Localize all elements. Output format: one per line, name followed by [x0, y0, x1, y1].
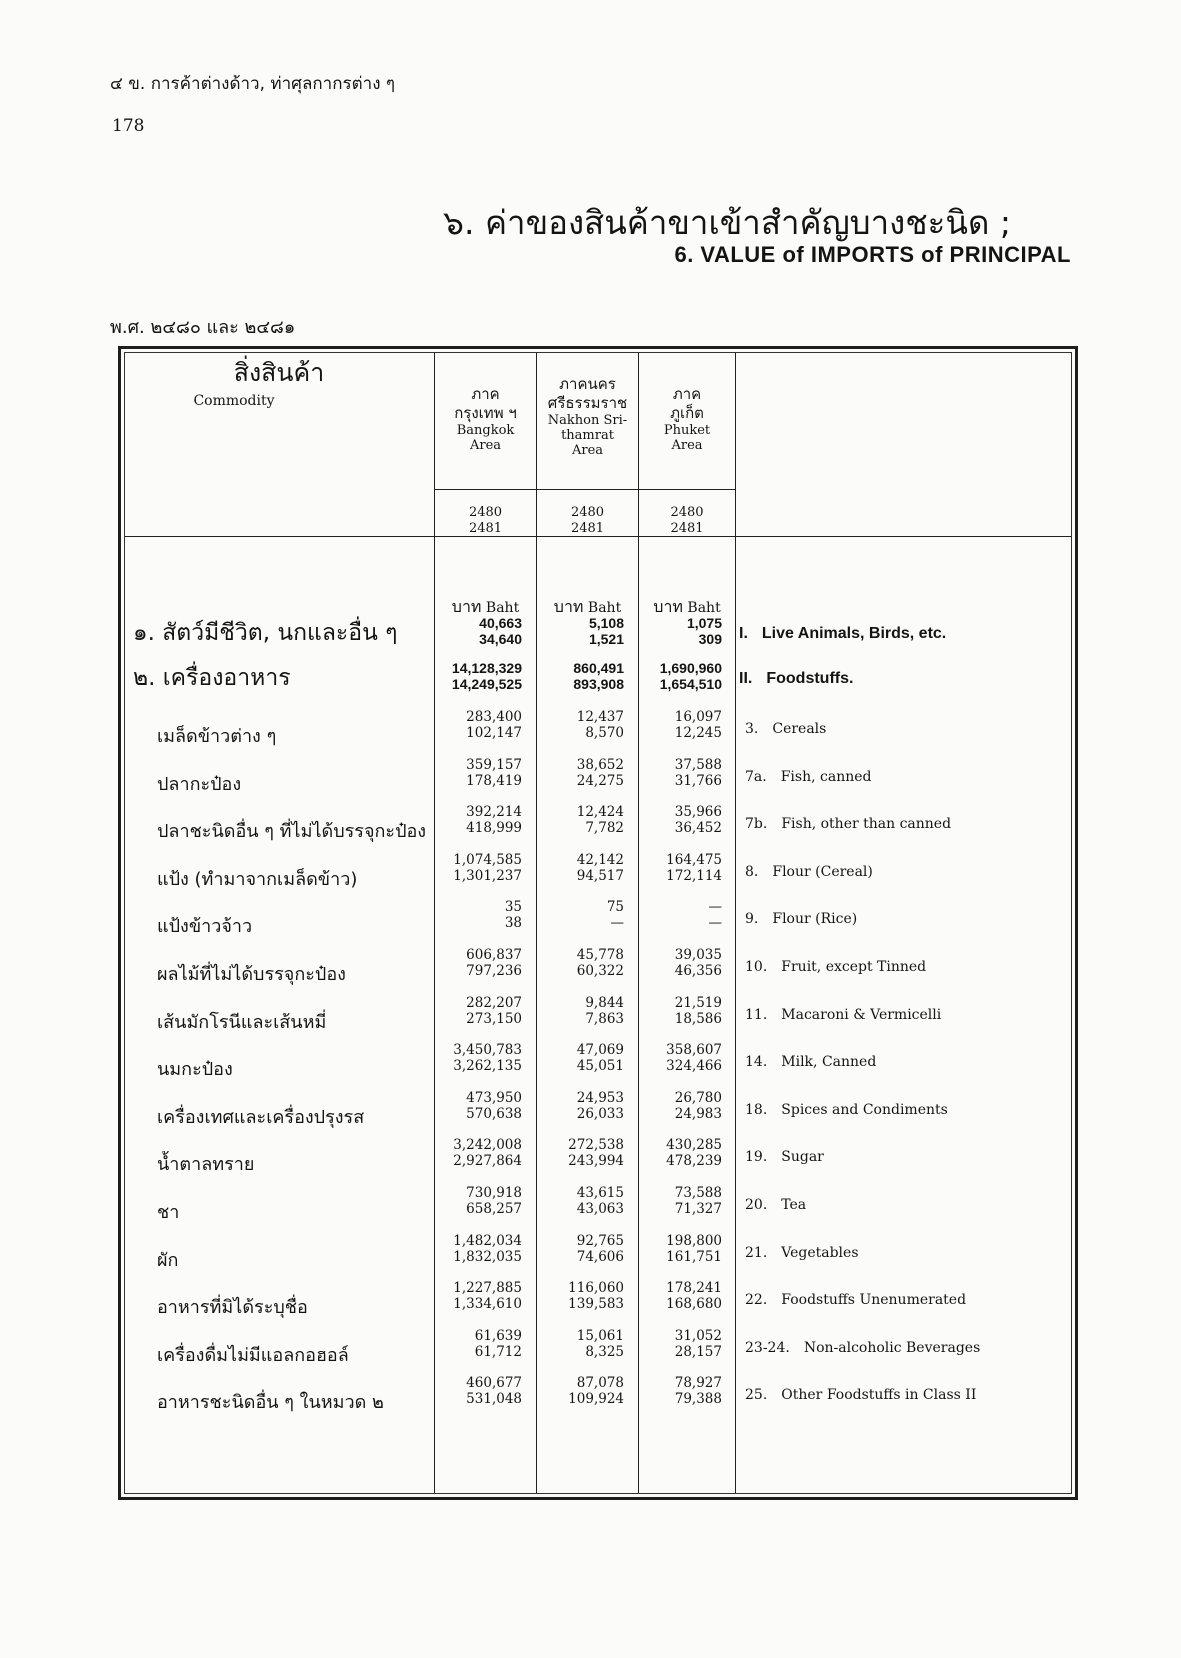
years-nakhon: 2480 2481 — [570, 505, 605, 536]
table-row — [125, 1090, 1071, 1138]
value-phuket: 31,052 28,157 — [674, 1327, 722, 1360]
commodity-label: Sugar — [781, 1149, 824, 1166]
column-header-thai-line2: กรุงเทพ ฯ — [454, 404, 517, 422]
commodity-name-thai: ชา — [157, 1202, 180, 1223]
commodity-label: Flour (Rice) — [772, 911, 858, 928]
value-phuket: 1,075 309 — [686, 615, 722, 647]
value-bangkok: 3,450,783 3,262,135 — [453, 1042, 522, 1075]
running-head: ๔ ข. การค้าต่างด้าว, ท่าศุลกากรต่าง ๆ — [110, 74, 396, 94]
commodity-label: Macaroni & Vermicelli — [781, 1006, 942, 1023]
value-bangkok: 35 38 — [504, 899, 522, 932]
value-phuket: 73,588 71,327 — [674, 1185, 722, 1217]
commodity-name-english — [745, 864, 873, 880]
value-phuket: 78,927 79,388 — [674, 1375, 722, 1408]
table-row — [125, 1233, 1071, 1281]
commodity-name-thai: เครื่องเทศและเครื่องปรุงรส — [157, 1106, 365, 1128]
commodity-label: Milk, Canned — [781, 1054, 877, 1071]
value-bangkok: 359,157 178,419 — [466, 756, 522, 789]
commodity-code: 25. — [745, 1387, 768, 1404]
value-nakhon: 9,844 7,863 — [585, 994, 624, 1027]
unit-thai: บาท — [553, 597, 584, 616]
value-phuket: 39,035 46,356 — [674, 947, 722, 979]
years-bangkok: 2480 2481 — [468, 505, 503, 536]
value-phuket: 198,800 161,751 — [666, 1232, 722, 1265]
commodity-label: Live Animals, Birds, etc. — [761, 625, 947, 642]
commodity-name-english — [745, 1149, 824, 1165]
value-phuket: 358,607 324,466 — [666, 1042, 722, 1075]
commodity-label: Spices and Condiments — [781, 1101, 948, 1118]
commodity-name-thai: ๒. เครื่องอาหาร — [133, 665, 291, 691]
commodity-code: 11. — [745, 1006, 768, 1023]
value-nakhon: 92,765 74,606 — [576, 1232, 624, 1265]
commodity-label: Fruit, except Tinned — [781, 959, 927, 975]
commodity-name-thai: อาหารชะนิดอื่น ๆ ในหมวด ๒ — [157, 1392, 384, 1414]
value-bangkok: 3,242,008 2,927,864 — [453, 1137, 522, 1170]
value-nakhon: 47,069 45,051 — [576, 1042, 624, 1075]
commodity-header-thai: สิ่งสินค้า — [233, 358, 325, 387]
commodity-name-thai: ผัก — [157, 1249, 179, 1271]
value-bangkok: 392,214 418,999 — [466, 804, 522, 837]
value-bangkok: 460,677 531,048 — [466, 1375, 522, 1408]
commodity-code: 3. — [745, 721, 759, 737]
commodity-code: 23-24. — [745, 1339, 790, 1356]
table-row — [125, 709, 1071, 757]
commodity-label: Foodstuffs. — [766, 670, 854, 687]
column-header-thai-line2: ภูเก็ต — [670, 404, 704, 422]
value-nakhon: 860,491 893,908 — [573, 660, 624, 692]
unit-english: Baht — [587, 600, 622, 616]
commodity-name-thai: ผลไม้ที่ไม่ได้บรรจุกะป๋อง — [157, 964, 346, 985]
value-nakhon: 87,078 109,924 — [568, 1375, 624, 1408]
commodity-code: 14. — [745, 1054, 768, 1071]
commodity-label: Tea — [781, 1197, 807, 1213]
imports-table — [118, 346, 1078, 1500]
value-phuket: — — — [708, 899, 722, 932]
table-row — [125, 757, 1071, 805]
value-bangkok: 61,639 61,712 — [474, 1327, 522, 1360]
table-row — [125, 1375, 1071, 1423]
commodity-code: 10. — [745, 959, 768, 975]
column-header-english: Phuket Area — [663, 423, 711, 453]
table-row — [125, 1185, 1071, 1233]
commodity-name-english — [745, 816, 951, 832]
value-bangkok: 473,950 570,638 — [466, 1089, 522, 1122]
unit-english: Baht — [485, 600, 520, 616]
commodity-name-english — [745, 1245, 859, 1261]
column-header-bangkok — [435, 385, 536, 453]
commodity-name-english — [745, 769, 871, 785]
value-phuket: 37,588 31,766 — [674, 756, 722, 789]
unit-english: Baht — [687, 600, 721, 616]
header-rule — [434, 489, 735, 490]
commodity-name-english — [745, 1102, 948, 1118]
column-header-english: Nakhon Sri- thamrat Area — [547, 413, 628, 458]
unit-thai: บาท — [451, 597, 482, 616]
commodity-name-thai: เมล็ดข้าวต่าง ๆ — [157, 726, 277, 747]
value-nakhon: 15,061 8,325 — [576, 1327, 624, 1360]
value-phuket: 178,241 168,680 — [666, 1280, 722, 1313]
commodity-name-thai: ๑. สัตว์มีชีวิต, นกและอื่น ๆ — [133, 620, 398, 646]
commodity-name-thai: เครื่องดื่มไม่มีแอลกอฮอล์ — [157, 1344, 349, 1366]
column-header-thai-line2: ศรีธรรมราช — [547, 394, 628, 412]
years-phuket: 2480 2481 — [670, 505, 704, 536]
commodity-code: 9. — [745, 911, 759, 928]
commodity-code: 8. — [745, 863, 759, 880]
commodity-label: Flour (Cereal) — [772, 863, 873, 880]
commodity-name-thai: นมกะป๋อง — [157, 1059, 233, 1081]
commodity-label: Foodstuffs Unenumerated — [781, 1292, 967, 1309]
table-row — [125, 852, 1071, 900]
table-row — [125, 947, 1071, 995]
column-header-nakhon — [537, 375, 638, 458]
column-header-thai-line1: ภาค — [672, 385, 702, 403]
commodity-code: I. — [739, 625, 748, 642]
commodity-code: 22. — [745, 1292, 768, 1309]
column-header-thai-line1: ภาคนคร — [559, 375, 616, 393]
commodity-name-thai: เส้นมักโรนีและเส้นหมี่ — [157, 1011, 327, 1033]
commodity-code: 20. — [745, 1197, 768, 1213]
value-nakhon: 272,538 243,994 — [568, 1137, 624, 1170]
commodity-name-english — [739, 670, 853, 688]
commodity-name-thai: ปลาชะนิดอื่น ๆ ที่ไม่ได้บรรจุกะป๋อง — [157, 821, 427, 843]
commodity-code: II. — [739, 670, 753, 687]
table-row — [125, 899, 1071, 947]
table-title-english: 6. VALUE of IMPORTS of PRINCIPAL — [674, 242, 1071, 267]
table-title-thai: ๖. ค่าของสินค้าขาเข้าสำคัญบางชะนิด ; — [443, 203, 1011, 242]
commodity-code: 18. — [745, 1101, 768, 1118]
value-phuket: 35,966 36,452 — [674, 804, 722, 837]
value-phuket: 1,690,960 1,654,510 — [659, 660, 722, 692]
commodity-label: Non-alcoholic Beverages — [803, 1339, 981, 1356]
table-row — [125, 1042, 1071, 1090]
value-bangkok: 1,227,885 1,334,610 — [453, 1280, 522, 1313]
column-header-phuket — [639, 385, 735, 453]
commodity-name-english — [745, 1054, 876, 1070]
value-nakhon: 42,142 94,517 — [576, 851, 624, 884]
commodity-label: Fish, other than canned — [781, 816, 952, 833]
table-row — [125, 1280, 1071, 1328]
table-frame — [124, 352, 1072, 1494]
value-nakhon: 116,060 139,583 — [568, 1280, 624, 1313]
commodity-code: 21. — [745, 1244, 768, 1261]
value-phuket: 430,285 478,239 — [666, 1137, 722, 1170]
commodity-header-english: Commodity — [193, 393, 275, 409]
unit-thai: บาท — [653, 597, 683, 616]
commodity-name-thai: ปลากะป๋อง — [157, 773, 242, 795]
commodity-name-english — [745, 911, 857, 927]
value-phuket: 26,780 24,983 — [674, 1089, 722, 1122]
value-phuket: 21,519 18,586 — [674, 994, 722, 1027]
column-header-english: Bangkok Area — [456, 423, 515, 453]
column-header-thai-line1: ภาค — [471, 385, 500, 403]
value-nakhon: 12,424 7,782 — [576, 804, 624, 837]
commodity-name-thai: แป้ง (ทำมาจากเมล็ดข้าว) — [157, 868, 358, 890]
commodity-name-english — [745, 721, 826, 737]
commodity-code: 7b. — [745, 816, 768, 833]
year-line: พ.ศ. ๒๔๘๐ และ ๒๔๘๑ — [110, 317, 296, 338]
value-nakhon: 5,108 1,521 — [588, 615, 624, 647]
value-phuket: 16,097 12,245 — [674, 709, 722, 741]
table-row — [125, 615, 1071, 663]
value-bangkok: 606,837 797,236 — [466, 947, 522, 979]
commodity-name-thai: น้ำตาลทราย — [157, 1154, 255, 1176]
value-bangkok: 730,918 658,257 — [466, 1185, 522, 1217]
commodity-name-english — [745, 1387, 976, 1403]
commodity-label: Cereals — [772, 721, 827, 737]
commodity-name-english — [745, 1197, 806, 1213]
commodity-name-english — [745, 1292, 966, 1308]
value-nakhon: 24,953 26,033 — [576, 1089, 624, 1122]
value-phuket: 164,475 172,114 — [666, 851, 722, 884]
commodity-label: Vegetables — [781, 1244, 859, 1261]
commodity-name-english — [745, 1007, 941, 1023]
value-bangkok: 283,400 102,147 — [466, 709, 522, 741]
value-nakhon: 75 — — [606, 899, 624, 932]
value-nakhon: 43,615 43,063 — [576, 1185, 624, 1217]
table-row — [125, 995, 1071, 1043]
page-number: 178 — [112, 116, 145, 136]
commodity-label: Fish, canned — [780, 768, 872, 785]
value-bangkok: 14,128,329 14,249,525 — [451, 660, 522, 692]
commodity-name-thai: แป้งข้าวจ้าว — [157, 916, 253, 938]
commodity-name-english — [739, 625, 946, 643]
commodity-label: Other Foodstuffs in Class II — [781, 1387, 977, 1404]
commodity-code: 19. — [745, 1149, 768, 1166]
value-nakhon: 38,652 24,275 — [576, 756, 624, 789]
value-nakhon: 45,778 60,322 — [576, 947, 624, 979]
value-bangkok: 1,074,585 1,301,237 — [453, 851, 522, 884]
table-row — [125, 1328, 1071, 1376]
value-bangkok: 282,207 273,150 — [466, 994, 522, 1027]
value-bangkok: 1,482,034 1,832,035 — [453, 1232, 522, 1265]
value-bangkok: 40,663 34,640 — [479, 615, 522, 647]
commodity-name-thai: อาหารที่มิได้ระบุชื่อ — [157, 1297, 308, 1319]
commodity-code: 7a. — [745, 768, 767, 785]
commodity-name-english — [745, 1340, 980, 1356]
value-nakhon: 12,437 8,570 — [576, 709, 624, 741]
table-row — [125, 804, 1071, 852]
table-row — [125, 660, 1071, 708]
commodity-name-english — [745, 959, 926, 975]
table-row — [125, 1137, 1071, 1185]
